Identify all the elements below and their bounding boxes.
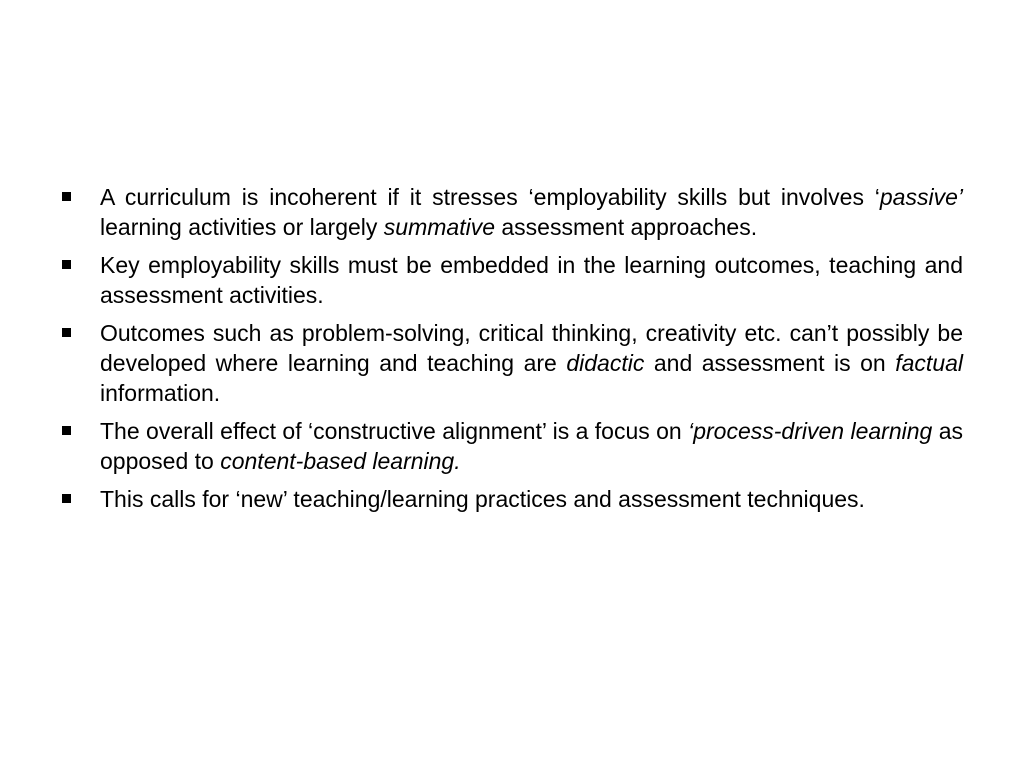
bullet-text-2 xyxy=(100,250,963,310)
bullet-text-1 xyxy=(100,182,963,242)
bullet-text-3 xyxy=(100,318,963,408)
square-bullet-icon xyxy=(62,328,71,337)
bullet-item-1 xyxy=(58,182,963,242)
text-run: and assessment is on xyxy=(644,350,896,376)
italic-run: didactic xyxy=(566,350,645,376)
text-run: as opposed to xyxy=(100,418,963,474)
bullet-text-5 xyxy=(100,484,963,514)
text-run: Key employability skills must be embedded in the learning outcomes, teaching and assessment activities. xyxy=(100,252,963,308)
italic-run: factual xyxy=(895,350,964,376)
bullet-list xyxy=(58,182,963,522)
text-run: information. xyxy=(100,380,221,406)
square-bullet-icon xyxy=(62,260,71,269)
bullet-item-4 xyxy=(58,416,963,476)
italic-run: content-based learning. xyxy=(220,448,461,474)
text-run: learning activities or largely xyxy=(100,214,384,240)
italic-run: passive’ xyxy=(879,184,963,210)
bullet-item-2 xyxy=(58,250,963,310)
text-run: The overall effect of ‘constructive alignment’ is a focus on xyxy=(100,418,689,444)
text-run: assessment approaches. xyxy=(495,214,758,240)
bullet-item-3 xyxy=(58,318,963,408)
square-bullet-icon xyxy=(62,426,71,435)
bullet-item-5 xyxy=(58,484,963,514)
italic-run: summative xyxy=(383,214,495,240)
text-run: This calls for ‘new’ teaching/learning practices and assessment techniques. xyxy=(100,486,865,512)
text-run: A curriculum is incoherent if it stresses ‘employability skills but involves ‘ xyxy=(100,184,880,210)
bullet-text-4 xyxy=(100,416,963,476)
italic-run: ‘process-driven learning xyxy=(688,418,933,444)
square-bullet-icon xyxy=(62,494,71,503)
square-bullet-icon xyxy=(62,192,71,201)
text-run: Outcomes such as problem-solving, critical thinking, creativity etc. can’t possibly be developed where learning and teaching are xyxy=(100,320,963,376)
